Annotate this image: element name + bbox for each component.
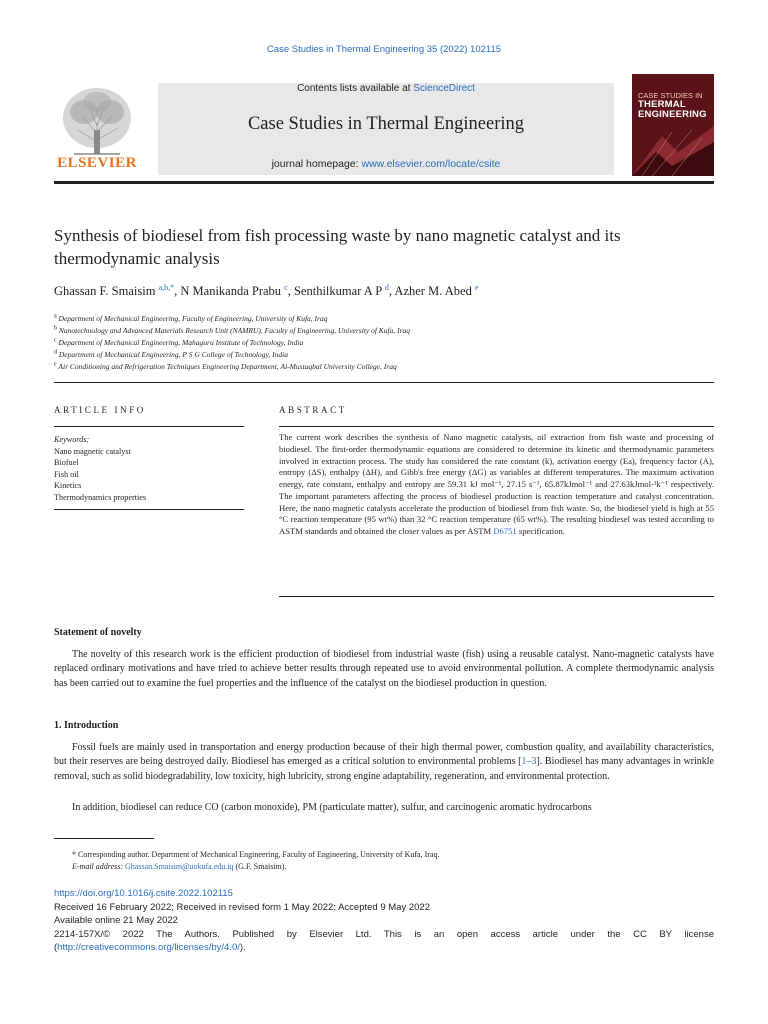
reference-link[interactable]: 1–3 [521, 756, 537, 768]
keywords-label: Keywords: [54, 435, 90, 444]
keyword-item: Kinetics [54, 481, 82, 491]
author-separator: , [174, 284, 181, 298]
keyword-item: Fish oil [54, 469, 79, 479]
author-sup[interactable]: a,b,* [158, 282, 175, 292]
author-name: Azher M. Abed [394, 284, 472, 298]
keyword-item: Nano magnetic catalyst [54, 446, 131, 456]
abstract-bottom-rule [279, 596, 714, 597]
affiliation-sup: e [54, 361, 57, 368]
abstract-tail: specification. [516, 526, 565, 536]
affiliation-text: Air Conditioning and Refrigeration Techniques Engineering Department, Al-Mustaqbal University College, Iraq [58, 362, 397, 371]
novelty-heading: Statement of novelty [54, 627, 142, 638]
intro-paragraph-1 [54, 741, 714, 784]
elsevier-wordmark: ELSEVIER [57, 155, 137, 171]
doi-link[interactable]: https://doi.org/10.1016/j.csite.2022.102115 [54, 888, 233, 899]
affiliation-b [54, 325, 714, 337]
abstract-rule [279, 426, 714, 427]
email-label: E-mail address: [72, 862, 126, 871]
affiliation-text: Department of Mechanical Engineering, P S G College of Technology, India [58, 350, 289, 359]
journal-homepage [158, 158, 614, 170]
contents-line [158, 83, 614, 94]
author-2[interactable] [180, 284, 287, 298]
abstract-heading: ABSTRACT [279, 405, 347, 415]
author-sup[interactable]: c [284, 282, 288, 292]
intro-text: Fossil fuels are mainly used in transportation and energy production because of their high thermal power, combustion quality, and availability characteristics, but their reserves are being destroyed daily. Biodiesel has emerged as a critical solution to environmental problems [ [54, 742, 714, 768]
author-name: Senthilkumar A P [293, 284, 382, 298]
affiliation-sup: c [54, 337, 57, 344]
author-list [54, 284, 714, 299]
affiliation-a [54, 313, 714, 325]
intro-text: ]. Biodiesel has many advantages in wrinkle removal, such as solid biodegradability, low toxicity, high lubricity, strong engine adaptability, regeneration, and environmental protection. [54, 756, 714, 782]
email-owner: (G.F. Smaisim). [233, 862, 287, 871]
article-info-rule [54, 426, 244, 427]
author-4[interactable] [394, 284, 478, 298]
cover-line1: CASE STUDIES IN [638, 91, 703, 100]
journal-title: Case Studies in Thermal Engineering [247, 114, 525, 134]
corresponding-footnote: * Corresponding author. Department of Mechanical Engineering, Faculty of Engineering, University of Kufa, Iraq. [72, 850, 440, 859]
author-name: Ghassan F. Smaisim [54, 284, 156, 298]
affiliation-text: Nanotechnology and Advanced Materials Research Unit (NAMRU), Faculty of Engineering, University of Kufa, Iraq [58, 326, 411, 335]
keywords-bottom-rule [54, 509, 244, 510]
license-paren: ). [239, 942, 246, 953]
author-sup[interactable]: d [384, 282, 389, 292]
homepage-link[interactable]: www.elsevier.com/locate/csite [361, 158, 501, 170]
cover-graphic [632, 122, 714, 176]
astm-d6751-link[interactable]: D6751 [493, 526, 517, 536]
available-online: Available online 21 May 2022 [54, 915, 178, 926]
keyword-item: Biofuel [54, 458, 79, 468]
affiliation-text: Department of Mechanical Engineering, Mahaguru Institute of Technology, India [58, 338, 304, 347]
footnote-rule [54, 838, 154, 839]
cover-line3: ENGINEERING [638, 109, 707, 120]
affiliation-sup: a [54, 313, 57, 320]
journal-cover[interactable] [632, 74, 714, 176]
header-divider [54, 382, 714, 383]
abstract-text [279, 432, 714, 538]
intro-paragraph-2: In addition, biodiesel can reduce CO (carbon monoxide), PM (particulate matter), sulfur, and carcinogenic aromatic hydrocarbons [72, 802, 592, 813]
cc-license-link[interactable]: http://creativecommons.org/licenses/by/4.0/ [57, 942, 240, 953]
article-title: Synthesis of biodiesel from fish processing waste by nano magnetic catalyst and its thermodynamic analysis [54, 226, 621, 268]
author-name: N Manikanda Prabu [180, 284, 282, 298]
license-paren: ( [54, 942, 58, 953]
email-footnote [72, 861, 712, 873]
email-link[interactable]: Ghassan.Smaisim@uokufa.edu.iq [125, 862, 234, 871]
author-3[interactable] [294, 284, 389, 298]
received-dates: Received 16 February 2022; Received in revised form 1 May 2022; Accepted 9 May 2022 [54, 902, 430, 913]
affiliation-text: Department of Mechanical Engineering, Faculty of Engineering, University of Kufa, Iraq [58, 314, 328, 323]
keywords-block [54, 434, 244, 504]
affiliation-e [54, 361, 714, 373]
author-1[interactable] [54, 284, 174, 298]
abstract-body: The current work describes the synthesis of Nano magnetic catalysts, oil extraction from fish waste and processing of biodiesel. The first-order thermodynamic equations are considered to determine its kinetic and thermodynamic parameters involved in extraction process. The study has considered the rate constant (k), activation energy (Ea), frequency factor (A), entropy (ΔS), enthalpy (ΔH), and Gibb's free energy (ΔG) as variables at different temperatures. The maximum activation energy, rate constant, enthalpy and entropy are 59.31 kJ mol⁻¹, 27.15 s⁻¹, 65.87kJmol⁻¹ and 27.63kJmol-¹k⁻¹ respectively. The important parameters affecting the process of biodiesel production is reaction temperature and catalyst concentration. Here, the nano magnetic catalysts accelerate the production of biodiesel from fish waste. So, the biodiesel yield is high at 55 °C reaction temperature (95 wt%) than 32 °C reaction temperature (65 wt%). The resulting biodiesel was tested according to ASTM standards and obtained the closer values as per ASTM [279, 432, 714, 536]
contents-prefix: Contents lists available at [297, 83, 414, 94]
affiliation-c [54, 337, 714, 349]
affiliation-sup: b [54, 325, 57, 332]
article-info-heading: ARTICLE INFO [54, 405, 146, 415]
license-line: 2214-157X/© 2022 The Authors. Published by Elsevier Ltd. This is an open access article under the CC BY license [54, 929, 714, 940]
cover-line2: THERMAL [638, 99, 686, 110]
masthead-rule [54, 181, 714, 184]
sciencedirect-link[interactable]: ScienceDirect [413, 83, 475, 94]
running-header[interactable]: Case Studies in Thermal Engineering 35 (2022) 102115 [266, 44, 502, 55]
author-separator: , [388, 284, 395, 298]
novelty-text: The novelty of this research work is the efficient production of biodiesel from industrial waste (fish) using a reusable catalyst. Nano-magnetic catalysts have replaced ordinary motivations and have tried to achieve better results through repeated use to avoid environmental pollution. A complete thermodynamic analysis has been carried out to examine the fuel properties and the influence of the catalyst on the biodiesel production in question. [54, 649, 714, 689]
affiliation-sup: d [54, 349, 57, 356]
homepage-prefix: journal homepage: [271, 158, 362, 170]
author-sup[interactable]: e [474, 282, 479, 292]
license-url-line [54, 942, 714, 955]
doi-line [54, 888, 714, 901]
keyword-item: Thermodynamics properties [54, 492, 147, 502]
author-separator: , [287, 284, 294, 298]
introduction-heading: 1. Introduction [54, 720, 119, 731]
affiliation-d [54, 349, 714, 361]
